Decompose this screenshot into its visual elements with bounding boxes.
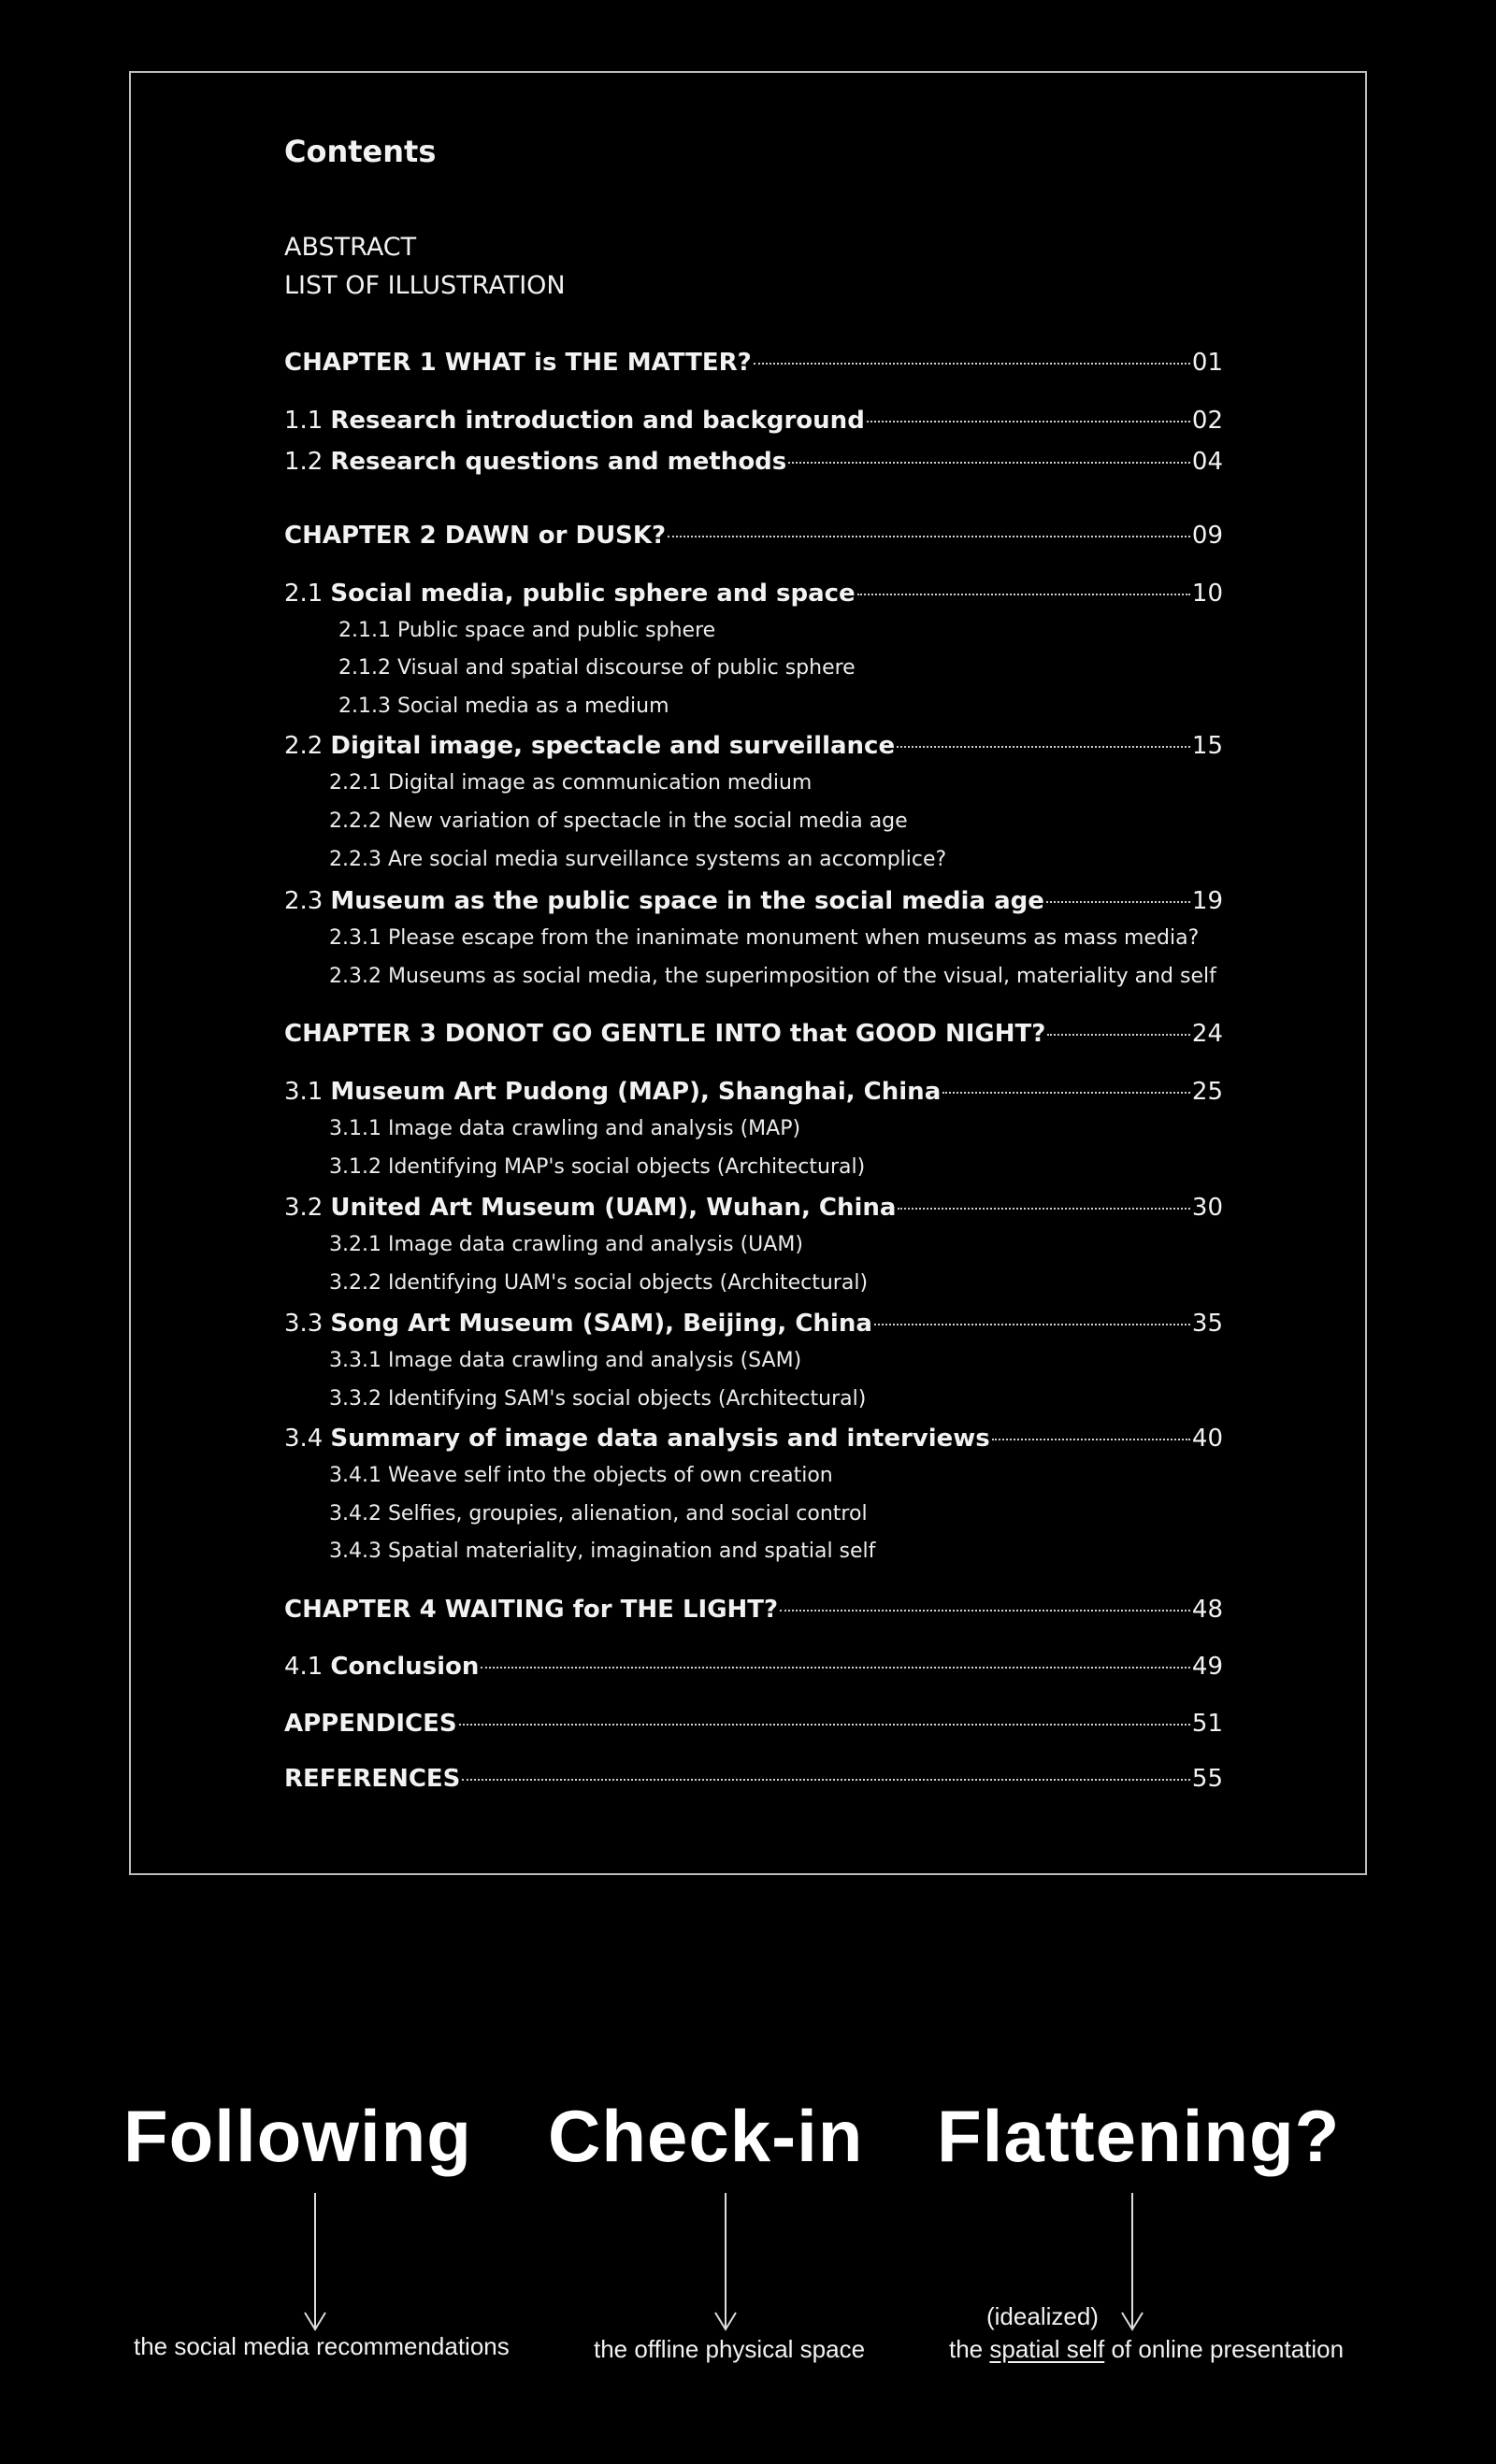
toc-page-number: 55 [1191,1765,1223,1793]
toc-subsection-3-4-1: 3.4.1 Weave self into the objects of own creation [329,1464,833,1487]
headline-word-following: Following [123,2095,472,2177]
toc-entry-title: Summary of image data analysis and interviews [330,1425,990,1453]
toc-page-number: 02 [1191,407,1223,435]
toc-subsection-3-2-1: 3.2.1 Image data crawling and analysis (UAM) [329,1233,803,1256]
dot-leader [481,1667,1190,1669]
dot-leader [857,594,1190,595]
toc-entry-title: Research questions and methods [330,448,787,476]
toc-page-number: 49 [1191,1653,1223,1681]
toc-page-number: 40 [1191,1425,1223,1453]
toc-page-number: 15 [1191,732,1223,760]
dot-leader [867,421,1190,423]
toc-section-number: 3.3 [284,1310,324,1338]
toc-entry-title: APPENDICES [284,1710,457,1738]
toc-entry-title: CHAPTER 2 DAWN or DUSK? [284,522,667,550]
toc-subsection-3-4-2: 3.4.2 Selfies, groupies, alienation, and social control [329,1502,868,1526]
toc-page-number: 35 [1191,1310,1223,1338]
toc-section-number: 1.1 [284,407,324,435]
dot-leader [754,363,1190,365]
toc-section-2-1 [284,577,1223,610]
dot-leader [1046,901,1190,903]
toc-front-list-of-illustration: LIST OF ILLUSTRATION [284,271,566,300]
toc-entry-title: Museum Art Pudong (MAP), Shanghai, China [330,1078,942,1106]
toc-section-number: 1.2 [284,448,324,476]
toc-subsection-2-1-2: 2.1.2 Visual and spatial discourse of public sphere [338,656,856,680]
toc-page-number: 10 [1191,580,1223,608]
toc-subsection-2-2-3: 2.2.3 Are social media surveillance systems an accomplice? [329,848,947,871]
toc-section-number: 2.2 [284,732,324,760]
toc-entry-title: Museum as the public space in the social media age [330,887,1044,915]
toc-section-number: 2.3 [284,887,324,915]
toc-entry-title: CHAPTER 1 WHAT is THE MATTER? [284,349,752,377]
annotation-idealized: (idealized) [986,2302,1099,2330]
toc-entry-title: United Art Museum (UAM), Wuhan, China [330,1194,897,1222]
toc-section-3-1 [284,1075,1223,1109]
toc-subsection-3-3-1: 3.3.1 Image data crawling and analysis (SAM) [329,1349,802,1372]
dot-leader [897,746,1190,748]
toc-page-number: 09 [1191,522,1223,550]
toc-subsection-3-2-2: 3.2.2 Identifying UAM's social objects (Architectural) [329,1271,869,1295]
toc-section-number: 3.1 [284,1078,324,1106]
down-arrow-icon [301,2193,329,2331]
toc-entry-title: Song Art Museum (SAM), Beijing, China [330,1310,872,1338]
toc-page-number: 30 [1191,1194,1223,1222]
toc-section-number: 2.1 [284,580,324,608]
toc-subsection-3-4-3: 3.4.3 Spatial materiality, imagination and spatial self [329,1540,876,1563]
toc-page-number: 25 [1191,1078,1223,1106]
toc-chapter-3 [284,1017,1223,1051]
annotation-spatial-self: spatial self [989,2335,1105,2363]
toc-subsection-2-3-1: 2.3.1 Please escape from the inanimate monument when museums as mass media? [329,926,1200,950]
toc-subsection-2-3-2: 2.3.2 Museums as social media, the superimposition of the visual, materiality and self [329,965,1216,988]
toc-entry-title: Conclusion [330,1653,480,1681]
toc-page-number: 01 [1191,349,1223,377]
toc-page-number: 19 [1191,887,1223,915]
toc-section-3-4 [284,1422,1223,1455]
toc-section-number: 3.4 [284,1425,324,1453]
toc-page-number: 51 [1191,1710,1223,1738]
toc-subsection-3-1-2: 3.1.2 Identifying MAP's social objects (Architectural) [329,1155,866,1179]
dot-leader [788,462,1190,464]
toc-section-number: 3.2 [284,1194,324,1222]
toc-entry-title: REFERENCES [284,1765,461,1793]
annotation-following: the social media recommendations [134,2332,510,2360]
toc-references [284,1762,1223,1796]
toc-page-number: 04 [1191,448,1223,476]
dot-leader [780,1610,1190,1612]
dot-leader [459,1724,1190,1726]
toc-page-number: 48 [1191,1596,1223,1624]
toc-appendices [284,1707,1223,1741]
toc-section-1-1 [284,404,1223,437]
toc-subsection-2-2-1: 2.2.1 Digital image as communication medium [329,771,813,795]
toc-chapter-4 [284,1593,1223,1626]
headline-word-check-in: Check-in [548,2095,864,2177]
annotation-suffix: of online presentation [1111,2335,1345,2363]
dot-leader [992,1439,1190,1440]
toc-section-3-2 [284,1191,1223,1225]
toc-entry-title: Research introduction and background [330,407,865,435]
down-arrow-icon [712,2193,740,2331]
dot-leader [1047,1034,1190,1036]
headline-word-flattening: Flattening? [937,2095,1341,2177]
toc-section-2-2 [284,729,1223,763]
toc-entry-title: CHAPTER 3 DONOT GO GENTLE INTO that GOOD NIGHT? [284,1020,1046,1048]
dot-leader [898,1208,1189,1210]
toc-section-2-3 [284,884,1223,918]
toc-subsection-3-3-2: 3.3.2 Identifying SAM's social objects (Architectural) [329,1387,867,1411]
toc-chapter-2 [284,519,1223,552]
toc-section-number: 4.1 [284,1653,324,1681]
dot-leader [942,1092,1190,1094]
toc-section-4-1 [284,1650,1223,1683]
dot-leader [874,1324,1190,1325]
annotation-flattening [949,2334,1344,2364]
toc-subsection-3-1-1: 3.1.1 Image data crawling and analysis (MAP) [329,1117,801,1140]
annotation-check-in: the offline physical space [594,2335,866,2363]
toc-entry-title: Digital image, spectacle and surveillance [330,732,896,760]
toc-subsection-2-2-2: 2.2.2 New variation of spectacle in the social media age [329,809,908,833]
toc-entry-title: Social media, public sphere and space [330,580,856,608]
toc-section-1-2 [284,445,1223,479]
toc-subsection-2-1-3: 2.1.3 Social media as a medium [338,695,669,718]
toc-front-abstract: ABSTRACT [284,233,417,262]
down-arrow-icon [1118,2193,1146,2331]
annotation-prefix: the [949,2335,984,2363]
toc-subsection-2-1-1: 2.1.1 Public space and public sphere [338,619,716,642]
toc-chapter-1 [284,346,1223,380]
toc-entry-title: CHAPTER 4 WAITING for THE LIGHT? [284,1596,779,1624]
dot-leader [668,536,1190,537]
toc-title: Contents [284,134,437,169]
toc-page-number: 24 [1191,1020,1223,1048]
toc-section-3-3 [284,1307,1223,1340]
dot-leader [462,1779,1189,1781]
